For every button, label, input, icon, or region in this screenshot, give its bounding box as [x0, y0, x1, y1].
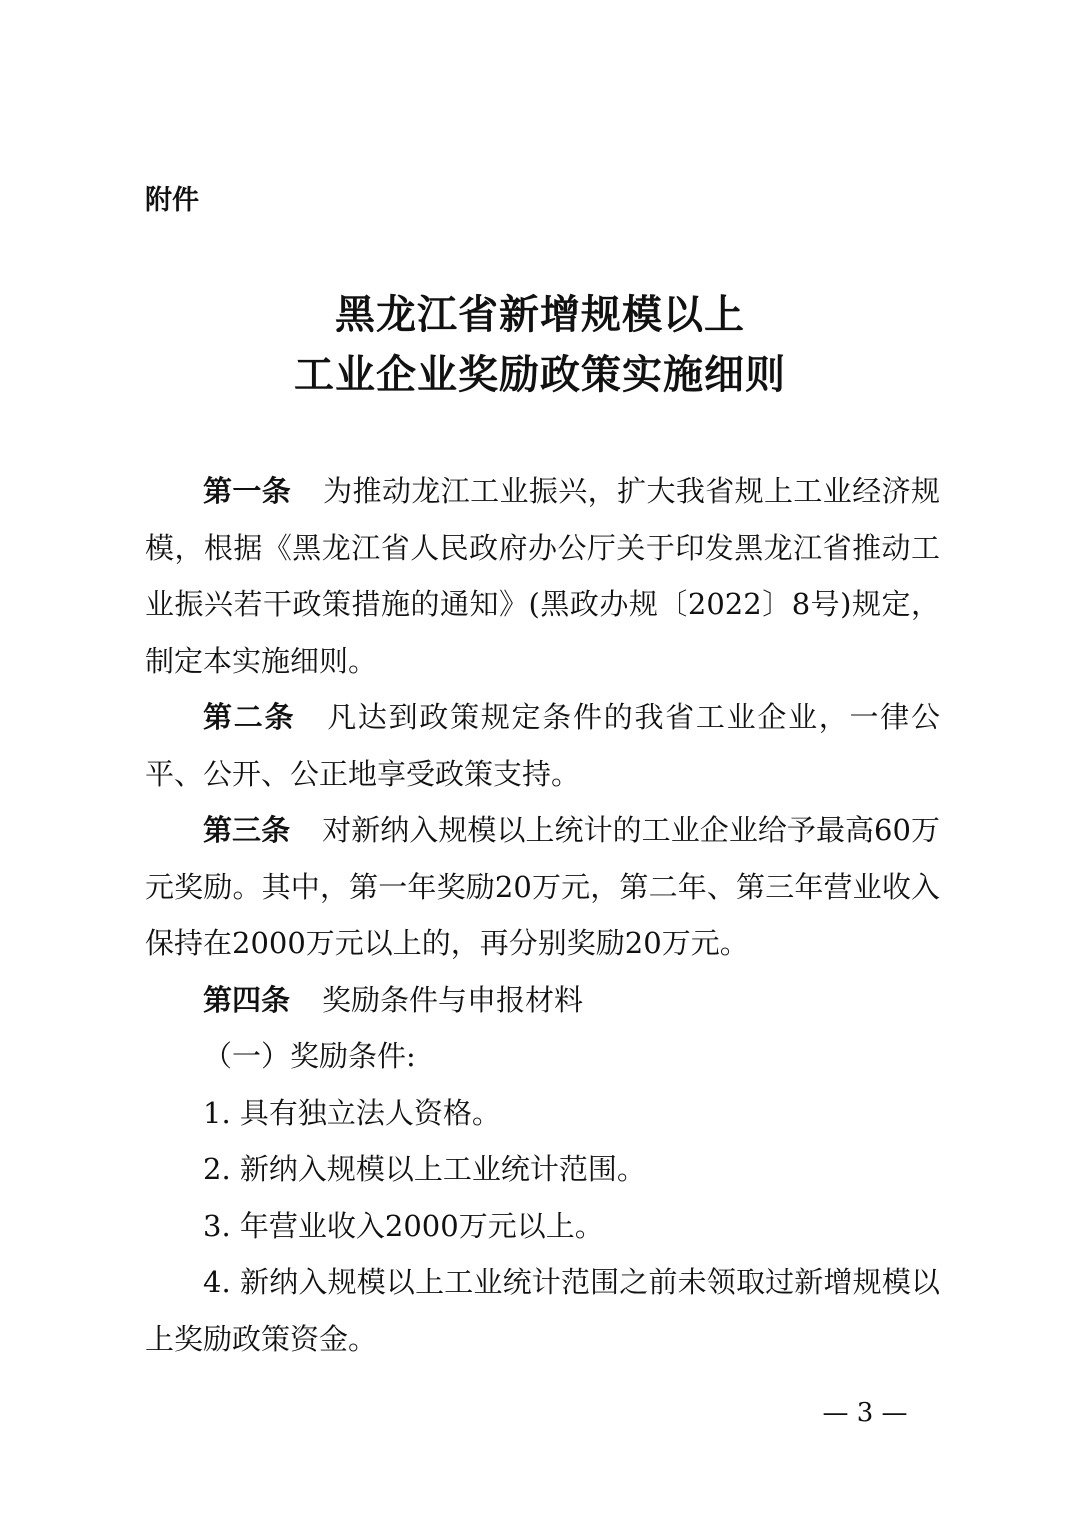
document-body [145, 463, 940, 1367]
article-4-text: 奖励条件与申报材料 [322, 982, 584, 1017]
condition-item-4: 4. 新纳入规模以上工业统计范围之前未领取过新增规模以上奖励政策资金。 [145, 1265, 940, 1356]
attachment-label: 附件 [145, 185, 199, 216]
article-1 [145, 463, 940, 689]
condition-item-2: 2. 新纳入规模以上工业统计范围。 [203, 1152, 646, 1186]
article-2 [145, 689, 940, 802]
document-title-line-2: 工业企业奖励政策实施细则 [294, 351, 786, 398]
conditions-heading: （一）奖励条件: [203, 1039, 416, 1073]
condition-item-1: 1. 具有独立法人资格。 [203, 1095, 501, 1130]
article-2-text: 凡达到政策规定条件的我省工业企业，一律公平、公开、公正地享受政策支持。 [145, 700, 940, 791]
article-4 [145, 972, 940, 1029]
page-number: — 3 — [822, 1398, 908, 1428]
article-3-text: 对新纳入规模以上统计的工业企业给予最高60万元奖励。其中，第一年奖励20万元，第二年、第三年营业收入保持在2000万元以上的，再分别奖励20万元。 [145, 813, 940, 960]
article-2-label: 第二条 [203, 700, 296, 734]
article-3 [145, 802, 940, 972]
article-1-text: 为推动龙江工业振兴，扩大我省规上工业经济规模，根据《黑龙江省人民政府办公厅关于印发黑龙江省推动工业振兴若干政策措施的通知》(黑政办规〔2022〕8号)规定，制定本实施细则。 [145, 474, 940, 678]
condition-item-3: 3. 年营业收入2000万元以上。 [203, 1208, 604, 1243]
article-4-label: 第四条 [203, 982, 291, 1017]
document-title-line-1: 黑龙江省新增规模以上 [335, 291, 745, 338]
article-1-label: 第一条 [203, 474, 292, 508]
article-3-label: 第三条 [203, 813, 291, 847]
